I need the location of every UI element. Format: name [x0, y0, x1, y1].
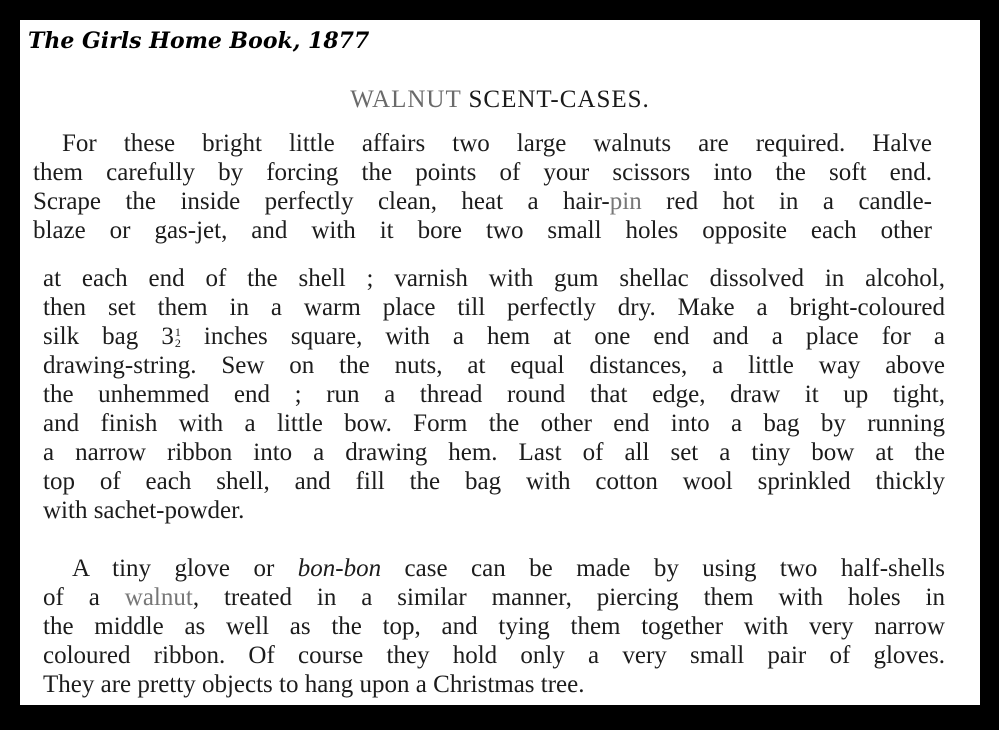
text-line: at each end of the shell ; varnish with gum shellac dissolved in alcohol, [43, 265, 945, 292]
text-line: a narrow ribbon into a drawing hem. Last of all set a tiny bow at the [43, 439, 945, 466]
text-line: silk bag 3 1 2 inches square, with a hem at one end and a place for a [43, 323, 945, 351]
text-line: the middle as well as the top, and tying them together with very narrow [43, 613, 945, 640]
text-line: top of each shell, and fill the bag with cotton wool sprinkled thickly [43, 468, 945, 495]
text-line: Scrape the inside perfectly clean, heat a hair-pin red hot in a candle- [33, 188, 932, 215]
scan-bottom-panel [20, 255, 980, 705]
text-line: blaze or gas-jet, and with it bore two small holes opposite each other [33, 217, 932, 244]
text-line: drawing-string. Sew on the nuts, at equal distances, a little way above [43, 352, 945, 379]
text-line: the unhemmed end ; run a thread round that edge, draw it up tight, [43, 381, 945, 408]
text-line: of a walnut, treated in a similar manner, piercing them with holes in [43, 584, 945, 611]
text-line: They are pretty objects to hang upon a Christmas tree. [43, 671, 585, 698]
text-line: A tiny glove or bon-bon case can be made by using two half-shells [72, 555, 945, 582]
article-heading [20, 86, 980, 114]
heading-word-walnut: WALNUT [350, 86, 462, 113]
source-caption: The Girls Home Book, 1877 [28, 28, 370, 54]
text-line: and finish with a little bow. Form the other end into a bag by running [43, 410, 945, 437]
heading-word-scent-cases: SCENT-CASES. [468, 86, 650, 113]
text-line: with sachet-powder. [43, 497, 245, 524]
fraction-half: 1 2 [174, 325, 181, 351]
text-line: coloured ribbon. Of course they hold only a very small pair of gloves. [43, 642, 945, 669]
scan-top-panel [20, 20, 980, 256]
text-line: For these bright little affairs two large walnuts are required. Halve [62, 130, 932, 157]
text-line: them carefully by forcing the points of your scissors into the soft end. [33, 159, 932, 186]
text-line: then set them in a warm place till perfectly dry. Make a bright-coloured [43, 294, 945, 321]
